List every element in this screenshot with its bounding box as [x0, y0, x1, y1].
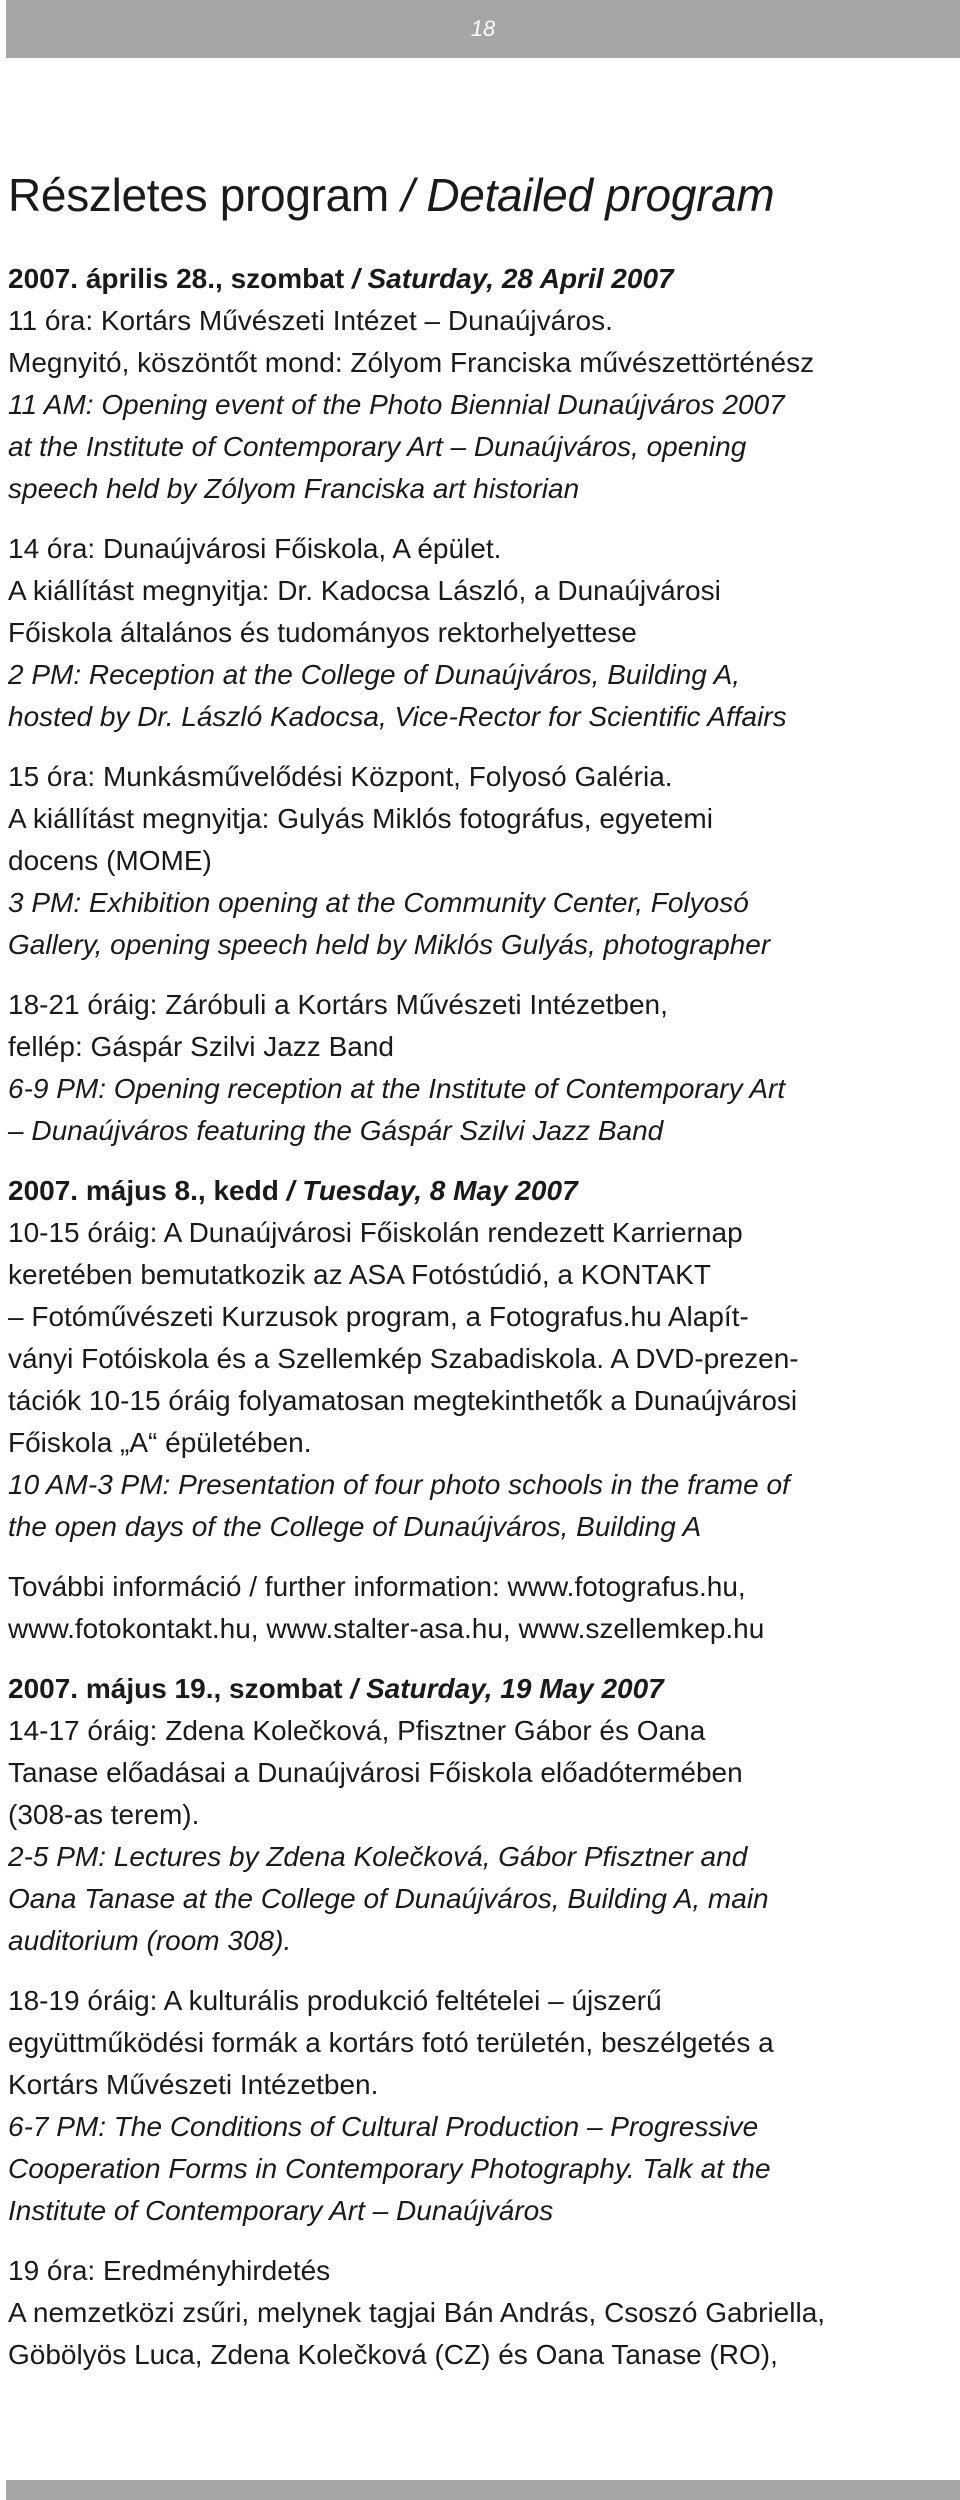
- program-text-line: együttműködési formák a kortárs fotó területén, beszélgetés a: [8, 2027, 774, 2058]
- program-text-line: 18-21 óráig: Záróbuli a Kortárs Művészeti Intézetben,: [8, 989, 668, 1020]
- document-body: [8, 168, 954, 2376]
- program-entry: [8, 1212, 954, 1548]
- page-header-bar: [6, 0, 960, 58]
- program-text-line: 11 óra: Kortárs Művészeti Intézet – Dunaújváros.: [8, 305, 613, 336]
- page-number: 18: [470, 16, 496, 41]
- program-text-line: Megnyitó, köszöntőt mond: Zólyom Franciska művészettörténész: [8, 347, 815, 378]
- program-text-line: ványi Fotóiskola és a Szellemkép Szabadiskola. A DVD-prezen-: [8, 1343, 799, 1374]
- program-text-line: keretében bemutatkozik az ASA Fotóstúdió, a KONTAKT: [8, 1259, 711, 1290]
- program-entry: [8, 984, 954, 1152]
- program-text-line: 11 AM: Opening event of the Photo Biennial Dunaújváros 2007: [8, 389, 785, 420]
- program-text-line: A kiállítást megnyitja: Dr. Kadocsa László, a Dunaújvárosi: [8, 575, 721, 606]
- program-text-line: 2-5 PM: Lectures by Zdena Kolečková, Gábor Pfisztner and: [8, 1841, 748, 1872]
- program-date-en: / Tuesday, 8 May 2007: [278, 1175, 578, 1206]
- program-text-line: 2 PM: Reception at the College of Dunaújváros, Building A,: [8, 659, 741, 690]
- program-text-line: www.fotokontakt.hu, www.stalter-asa.hu, www.szellemkep.hu: [8, 1613, 765, 1644]
- program-text-line: 3 PM: Exhibition opening at the Community Center, Folyosó: [8, 887, 749, 918]
- program-date-en: / Saturday, 28 April 2007: [344, 263, 674, 294]
- page-title: [8, 168, 954, 222]
- program-text-line: 6-9 PM: Opening reception at the Institute of Contemporary Art: [8, 1073, 786, 1104]
- program-text-line: hosted by Dr. László Kadocsa, Vice-Rector for Scientific Affairs: [8, 701, 787, 732]
- program-text-line: Főiskola általános és tudományos rektorhelyettese: [8, 617, 637, 648]
- program-text-line: 6-7 PM: The Conditions of Cultural Production – Progressive: [8, 2111, 759, 2142]
- program-text-line: 10-15 óráig: A Dunaújvárosi Főiskolán rendezett Karriernap: [8, 1217, 743, 1248]
- program-text-line: tációk 10-15 óráig folyamatosan megtekinthetők a Dunaújvárosi: [8, 1385, 798, 1416]
- program-entry: [8, 1710, 954, 1962]
- program-text-line: speech held by Zólyom Franciska art historian: [8, 473, 580, 504]
- program-date-hu: 2007. április 28., szombat: [8, 263, 345, 294]
- title-hu: Részletes program: [8, 169, 389, 221]
- program-entry: [8, 756, 954, 966]
- program-day: [8, 1668, 954, 2376]
- title-en: / Detailed program: [388, 169, 775, 221]
- program-text-line: Göbölyös Luca, Zdena Kolečková (CZ) és Oana Tanase (RO),: [8, 2339, 778, 2370]
- program-entry: [8, 1980, 954, 2232]
- program-text-line: Gallery, opening speech held by Miklós Gulyás, photographer: [8, 929, 771, 960]
- program-text-line: Kortárs Művészeti Intézetben.: [8, 2069, 379, 2100]
- program-date: [8, 258, 954, 300]
- page-footer-bar: [6, 2480, 960, 2500]
- program-text-line: (308-as terem).: [8, 1799, 200, 1830]
- program-text-line: 14-17 óráig: Zdena Kolečková, Pfisztner Gábor és Oana: [8, 1715, 706, 1746]
- program-text-line: 15 óra: Munkásművelődési Központ, Folyosó Galéria.: [8, 761, 673, 792]
- program-date-hu: 2007. május 8., kedd: [8, 1175, 279, 1206]
- program-text-line: Cooperation Forms in Contemporary Photography. Talk at the: [8, 2153, 771, 2184]
- program-text-line: Főiskola „A“ épületében.: [8, 1427, 312, 1458]
- program-text-line: 14 óra: Dunaújvárosi Főiskola, A épület.: [8, 533, 502, 564]
- program-text-line: at the Institute of Contemporary Art – Dunaújváros, opening: [8, 431, 747, 462]
- program-text-line: 10 AM-3 PM: Presentation of four photo schools in the frame of: [8, 1469, 790, 1500]
- program-text-line: – Fotóművészeti Kurzusok program, a Fotografus.hu Alapít-: [8, 1301, 749, 1332]
- program-entry: [8, 2250, 954, 2376]
- program-date-en: / Saturday, 19 May 2007: [342, 1673, 664, 1704]
- program-day: [8, 258, 954, 1170]
- program-text-line: – Dunaújváros featuring the Gáspár Szilvi Jazz Band: [8, 1115, 664, 1146]
- program-text-line: fellép: Gáspár Szilvi Jazz Band: [8, 1031, 394, 1062]
- program-text-line: Institute of Contemporary Art – Dunaújváros: [8, 2195, 554, 2226]
- program-text-line: A kiállítást megnyitja: Gulyás Miklós fotográfus, egyetemi: [8, 803, 713, 834]
- program-text-line: További információ / further information: www.fotografus.hu,: [8, 1571, 746, 1602]
- program-date: [8, 1668, 954, 1710]
- program-text-line: A nemzetközi zsűri, melynek tagjai Bán András, Csoszó Gabriella,: [8, 2297, 826, 2328]
- program-text-line: 18-19 óráig: A kulturális produkció feltételei – újszerű: [8, 1985, 662, 2016]
- program-day: [8, 1170, 954, 1668]
- program-text-line: 19 óra: Eredményhirdetés: [8, 2255, 331, 2286]
- program-date-hu: 2007. május 19., szombat: [8, 1673, 343, 1704]
- program-entry: [8, 528, 954, 738]
- program-text-line: Oana Tanase at the College of Dunaújváros, Building A, main: [8, 1883, 769, 1914]
- program-sections: [8, 258, 954, 2376]
- program-text-line: the open days of the College of Dunaújváros, Building A: [8, 1511, 702, 1542]
- program-text-line: docens (MOME): [8, 845, 212, 876]
- program-text-line: auditorium (room 308).: [8, 1925, 292, 1956]
- program-entry: [8, 1566, 954, 1650]
- program-date: [8, 1170, 954, 1212]
- program-entry: [8, 300, 954, 510]
- program-text-line: Tanase előadásai a Dunaújvárosi Főiskola előadótermében: [8, 1757, 743, 1788]
